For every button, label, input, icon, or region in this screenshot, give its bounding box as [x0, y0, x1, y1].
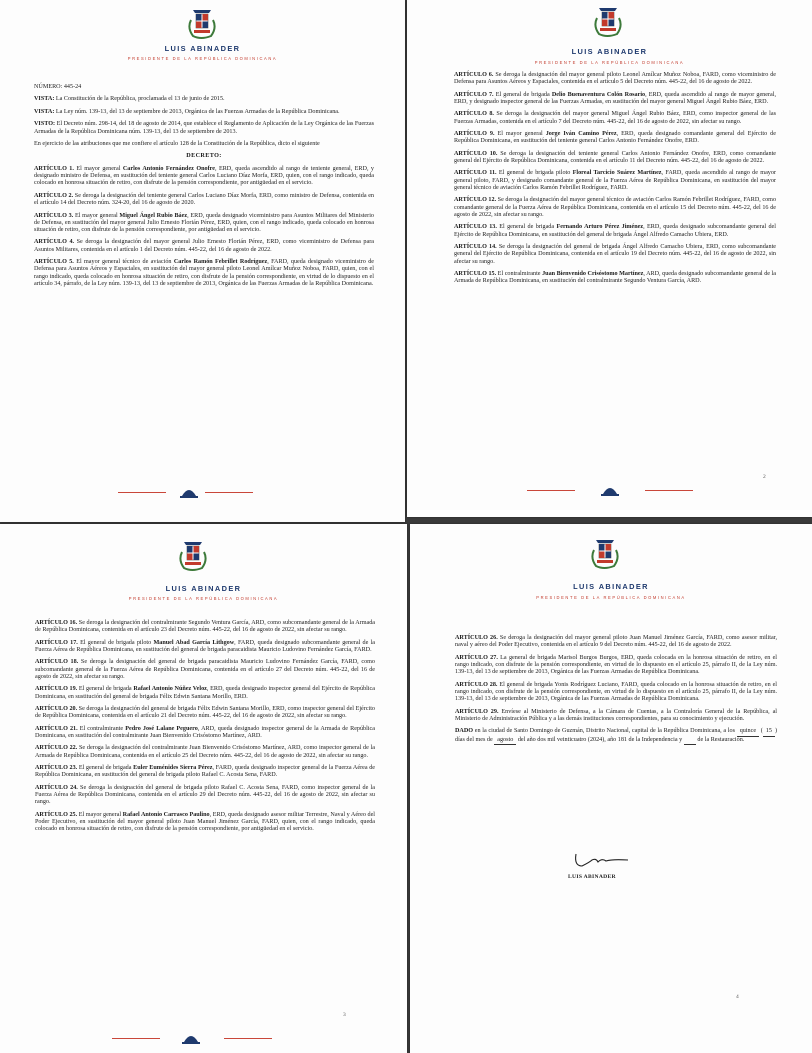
- signature-image: [572, 850, 632, 872]
- coat-of-arms-icon: [178, 538, 208, 572]
- coat-of-arms-icon: [593, 4, 623, 38]
- header-office: PRESIDENTE DE LA REPÚBLICA DOMINICANA: [128, 596, 279, 601]
- article-13: ARTÍCULO 13. El general de brigada Fernando Arturo Pérez Jiménez, ERD, queda designado subcomandante general del Ejército de República Dominicana, en sustitución del general de brigada Ángel Alfredo Camacho Ubiera, ERD.: [454, 224, 776, 238]
- article-11: ARTÍCULO 11. El general de brigada piloto Floreal Tarcicio Suárez Martínez, FARD, queda ascendido al rango de mayor general piloto, FARD, y designado comandante general de la Fuerza Aérea de República Dominicana, en sustitución del mayor general técnico de aviación Carlos Ramón Febrillet Rodríguez, FARD.: [454, 170, 776, 191]
- article-14: ARTÍCULO 14. Se deroga la designación del general de brigada Ángel Alfredo Camacho Ubiera, ERD, como subcomandante general del Ejército de República Dominicana, contenida en el artículo 19 del Decreto núm. 445-22, del 16 de agosto de 2022, sin afectar su rango.: [454, 244, 777, 265]
- article-1: ARTÍCULO 1. El mayor general Carlos Antonio Fernández Onofre, ERD, queda ascendido al rango de teniente general, ERD, y designado ministro de Defensa, en sustitución del teniente general Carlos Luciano Díaz Morfa, ERD, quien, con el rango indicado, queda colocado en honrosa situación de retiro, con disfrute de la pensión correspondiente, por antigüedad en el servicio.: [34, 165, 374, 187]
- page-4-body: [455, 635, 777, 750]
- header-office: PRESIDENTE DE LA REPÚBLICA DOMINICANA: [536, 595, 686, 600]
- vista-law: VISTA: La Ley núm. 139-13, del 13 de septiembre de 2013, Orgánica de las Fuerzas Armadas de la República Dominicana.: [34, 108, 340, 115]
- header-name: LUIS ABINADER: [165, 584, 242, 593]
- palace-dome-icon: [600, 484, 620, 496]
- page-footer: [0, 1032, 407, 1044]
- article-25: ARTÍCULO 25. El mayor general Rafael Antonio Carrasco Paulino, ERD, queda designado asesor militar Terrestre, Naval y Aéreo del Poder Ejecutivo, en sustitución del mayor general piloto Juan Manuel Jiménez García, FARD, quien, con el rango indicado, queda colocado en honrosa situación de retiro, con disfrute de la pensión correspondiente, por antigüedad en el servicio.: [35, 811, 376, 833]
- coat-of-arms-icon: [187, 6, 217, 40]
- header-name: LUIS ABINADER: [573, 582, 649, 591]
- palace-dome-icon: [181, 1032, 201, 1044]
- decreto-heading: DECRETO:: [186, 153, 222, 160]
- article-12: ARTÍCULO 12. Se deroga la designación del mayor general técnico de aviación Carlos Ramón Febrillet Rodríguez, FARD, como comandante general de la Fuerza Aérea de República Dominicana, contenida en el artículo 15 del Decreto núm. 445-22, del 16 de agosto de 2022, sin afectar su rango.: [454, 197, 777, 218]
- article-9: ARTÍCULO 9. El mayor general Jorge Iván Camino Pérez, ERD, queda designado comandante general del Ejército de República Dominicana, en sustitución del teniente general Carlos Antonio Fernández Onofre, ERD.: [454, 131, 776, 145]
- page-4: [410, 524, 812, 1053]
- article-27: ARTÍCULO 27. La general de brigada Marisol Burgos Burgos, ERD, queda colocada en la honrosa situación de retiro, en el rango indicado, con disfrute de la pensión correspondiente, en virtud de lo dispuesto en el artículo 25, párrafo II, de la Ley núm. 139-13, del 13 de septiembre de 2013, Orgánica de las Fuerzas Armadas de República Dominicana.: [455, 654, 778, 676]
- page-2-body: [454, 72, 776, 291]
- palace-dome-icon: [179, 486, 199, 498]
- article-6: ARTÍCULO 6. Se deroga la designación del mayor general piloto Leonel Amílcar Muñoz Noboa, FARD, como viceministro de Defensa para Asuntos Aéreos y Espaciales, contenida en el artículo 5 del Decreto núm. 445-22, del 16 de agosto de 2022.: [454, 72, 776, 86]
- header-office: PRESIDENTE DE LA REPÚBLICA DOMINICANA: [127, 56, 278, 61]
- dado-paragraph: DADO en la ciudad de Santo Domingo de Guzmán, Distrito Nacional, capital de la República Dominicana, a los quince ( 15 ) días del mes de agosto del año dos mil veinticuatro (2024), año 181 de la Independencia y de la Restauración.: [455, 728, 777, 745]
- header-name: LUIS ABINADER: [164, 44, 241, 53]
- ejercicio-paragraph: En ejercicio de las atribuciones que me confiere el artículo 128 de la Constitución de la República, dicto el siguiente: [34, 141, 320, 147]
- coat-of-arms-icon: [590, 536, 620, 570]
- article-18: ARTÍCULO 18. Se deroga la designación del general de brigada paracaidista Mauricio Ludovino Fernández García, FARD, como subcomandante general de la Fuerza Aérea de República Dominicana, contenida en el artículo 27 del Decreto núm. 445-22, del 16 de agosto de 2022, sin afectar su rango.: [35, 659, 375, 680]
- article-23: ARTÍCULO 23. El general de brigada Euler Euménides Sierra Pérez, FARD, queda designado inspector general de la Fuerza Aérea de República Dominicana, en sustitución del general de brigada piloto Rafael C. Acosta Sena, FARD.: [35, 765, 376, 779]
- article-22: ARTÍCULO 22. Se deroga la designación del contralmirante Juan Bienvenido Crisóstomo Martínez, ARD, como inspector general de la Armada de República Dominicana, contenida en el artículo 25 del Decreto núm. 445-22, del 16 de agosto de 2022, sin afectar su rango.: [35, 745, 375, 759]
- article-7: ARTÍCULO 7. El general de brigada Delio Buenaventura Colón Rosario, ERD, queda ascendido al rango de mayor general, ERD, y designado inspector general de las Fuerzas Armadas, en sustitución del mayor general Miguel Ángel Rubio Báez, ERD.: [454, 91, 776, 105]
- article-15: ARTÍCULO 15. El contralmirante Juan Bienvenido Crisóstomo Martínez, ARD, queda designado subcomandante general de la Armada de República Dominicana, en sustitución del contralmirante Segundo Ventura García, ARD.: [454, 270, 776, 285]
- page-footer: [0, 486, 405, 498]
- page-3: [0, 524, 407, 1053]
- article-3: ARTÍCULO 3. El mayor general Miguel Ángel Rubio Báez, ERD, queda designado viceministro para Asuntos Militares del Ministerio de Defensa, en sustitución del mayor general Julio Ernesto Florián Pérez, ERD, quien, con el rango indicado, queda colocado en honrosa situación de retiro, con disfrute de la pensión correspondiente, por antigüedad en el servicio.: [34, 212, 374, 233]
- vista-constitution: VISTA: La Constitución de la República, proclamada el 13 de junio de 2015.: [34, 96, 225, 103]
- page-number: 3: [343, 1012, 346, 1018]
- article-10: ARTÍCULO 10. Se deroga la designación del teniente general Carlos Antonio Fernández Onofre, ERD, como comandante general del Ejército de República Dominicana, contenida en el artículo 11 del Decreto núm. 445-22, del 16 de agosto de 2022.: [454, 150, 776, 164]
- article-21: ARTÍCULO 21. El contralmirante Pedro José Lalane Peguero, ARD, queda designado inspector general de la Armada de República Dominicana, en sustitución del contralmirante Juan Bienvenido Crisóstomo Martínez, ARD.: [35, 725, 375, 739]
- article-29: ARTÍCULO 29. Envíese al Ministerio de Defensa, a la Cámara de Cuentas, a la Contraloría General de la República, al Ministerio de Administración Pública y a las demás instituciones correspondientes, para su conocimiento y ejecución.: [455, 708, 778, 722]
- page-3-body: [35, 620, 375, 839]
- page-number: 2: [763, 474, 766, 480]
- article-5: ARTÍCULO 5. El mayor general técnico de aviación Carlos Ramón Febrillet Rodríguez, FARD, queda designado viceministro de Defensa para Asuntos Aéreos y Espaciales, en sustitución del mayor general piloto Leonel Amílcar Muñoz Noboa, FARD, quien, con el rango indicado, queda colocado en honrosa situación de retiro, con disfrute de la pensión correspondiente, en virtud de lo dispuesto en el artículo 34, párrafo, de la Ley núm. 139-13, del 13 de septiembre de 2013, Orgánica de las Fuerzas Armadas de la República Dominicana.: [34, 259, 374, 287]
- decree-number: NÚMERO: 445-24: [34, 84, 82, 90]
- article-16: ARTÍCULO 16. Se deroga la designación del contralmirante Segundo Ventura García, ARD, como subcomandante general de la Armada de República Dominicana, contenida en el artículo 23 del Decreto núm. 445-22, del 16 de agosto de 2022, sin afectar su rango.: [35, 620, 375, 634]
- page-footer: [407, 484, 812, 496]
- header-name: LUIS ABINADER: [571, 47, 648, 56]
- article-20: ARTÍCULO 20. Se deroga la designación del general de brigada Félix Edwin Santana Morillo, ERD, como inspector general del Ejército de República Dominicana, contenida en el artículo 21 del Decreto núm. 445-22, del 16 de agosto de 2022, sin afectar su rango.: [35, 706, 375, 720]
- article-17: ARTÍCULO 17. El general de brigada piloto Manuel Abad García Lithgow, FARD, queda designado subcomandante general de la Fuerza Aérea de República Dominicana, en sustitución del general de brigada paracaidista Mauricio Ludovino Fernández García, FARD.: [35, 639, 376, 653]
- article-4: ARTÍCULO 4. Se deroga la designación del mayor general Julio Ernesto Florián Pérez, ERD, como viceministro de Defensa para Asuntos Militares, contenida en el artículo 1 del Decreto núm. 445-22, del 16 de agosto de 2022.: [34, 239, 374, 253]
- page-1: [0, 0, 405, 522]
- article-28: ARTÍCULO 28. El general de brigada Yonis Rodríguez Luciano, FARD, queda colocado en la honrosa situación de retiro, en el rango indicado, con disfrute de la pensión correspondiente, en virtud de lo dispuesto en el artículo 25, párrafo II, de la Ley núm. 139-13, del 13 de septiembre de 2013, Orgánica de las Fuerzas Armadas de República Dominicana.: [455, 681, 778, 703]
- article-24: ARTÍCULO 24. Se deroga la designación del general de brigada piloto Rafael C. Acosta Sena, FARD, como inspector general de la Fuerza Aérea de República Dominicana, contenida en el artículo 29 del Decreto núm. 445-22, del 16 de agosto de 2022, sin afectar su rango.: [35, 784, 375, 806]
- page-2: [407, 0, 812, 517]
- page-number: 4: [736, 994, 739, 1000]
- article-26: ARTÍCULO 26. Se deroga la designación del mayor general piloto Juan Manuel Jiménez García, FARD, como asesor militar, naval y aéreo del Poder Ejecutivo, contenida en el artículo 9 del Decreto núm. 445-22, del 16 de agosto de 2022.: [455, 635, 777, 649]
- article-2: ARTÍCULO 2. Se deroga la designación del teniente general Carlos Luciano Díaz Morfa, ERD, como ministro de Defensa, contenida en el artículo 14 del Decreto núm. 324-20, del 16 de agosto de 2020.: [34, 192, 374, 207]
- signature-name: LUIS ABINADER: [568, 874, 616, 880]
- article-8: ARTÍCULO 8. Se deroga la designación del mayor general Miguel Ángel Rubio Báez, ERD, como inspector general de las Fuerzas Armadas, contenida en el artículo 7 del Decreto núm. 445-22, del 16 de agosto de 2022, sin afectar su rango.: [454, 111, 776, 125]
- article-19: ARTÍCULO 19. El general de brigada Rafael Antonio Núñez Veloz, ERD, queda designado inspector general del Ejército de República Dominicana, en sustitución del general de brigada Félix Edwin Santana Morillo, ERD.: [35, 686, 376, 700]
- page-1-body: [34, 84, 374, 293]
- header-office: PRESIDENTE DE LA REPÚBLICA DOMINICANA: [534, 60, 685, 65]
- visto-decree: VISTO: El Decreto núm. 298-14, del 18 de agosto de 2014, que establece el Reglamento de Aplicación de la Ley Orgánica de las Fuerzas Armadas de la República Dominicana núm. 139-13, del 13 de septiembre de 2013.: [34, 121, 374, 135]
